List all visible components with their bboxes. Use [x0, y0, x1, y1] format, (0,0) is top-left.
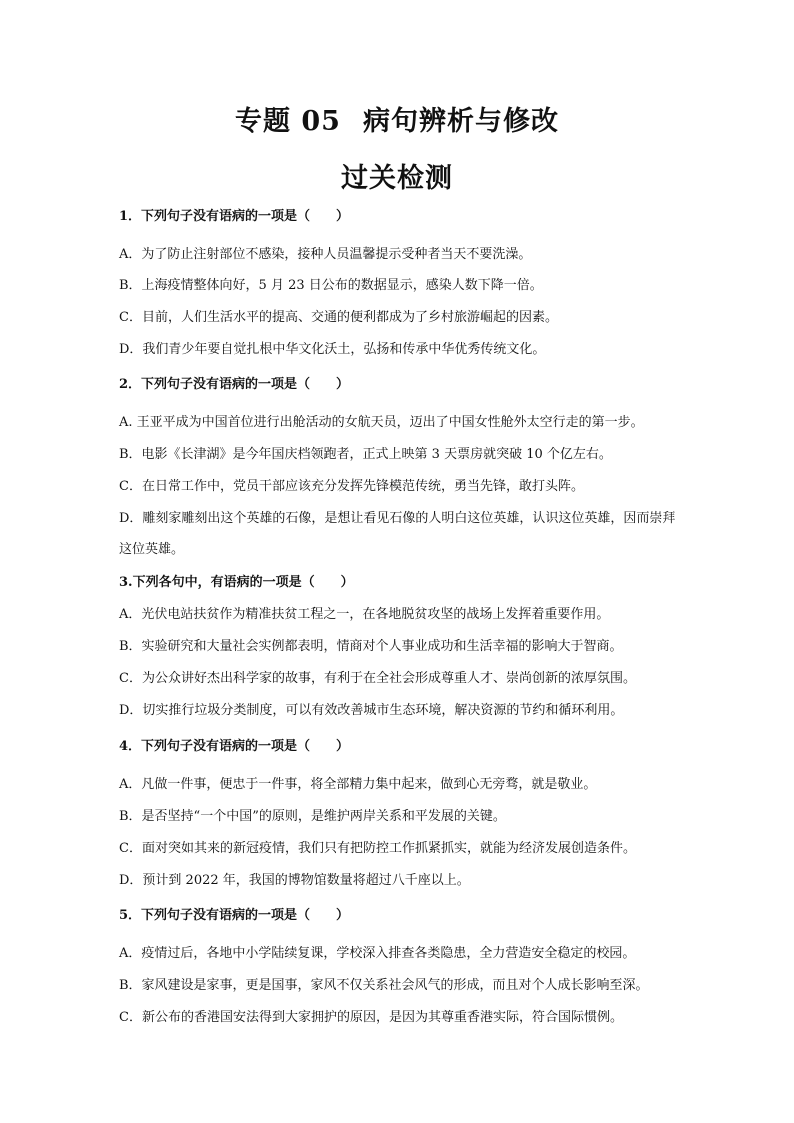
option-c: C．目前，人们生活水平的提高、交通的便利都成为了乡村旅游崛起的因素。	[119, 310, 558, 325]
option-b: B．实验研究和大量社会实例都表明，情商对个人事业成功和生活幸福的影响大于智商。	[119, 639, 623, 654]
title-topic-name: 病句辨析与修改	[362, 106, 559, 137]
option-a: A．光伏电站扶贫作为精准扶贫工程之一，在各地脱贫攻坚的战场上发挥着重要作用。	[119, 607, 610, 622]
question-stem: 1．下列句子没有语病的一项是（ ）	[119, 209, 350, 224]
option-d: D．切实推行垃圾分类制度，可以有效改善城市生态环境，解决资源的节约和循环利用。	[119, 703, 624, 718]
page-title	[0, 99, 794, 138]
option-c: C．新公布的香港国安法得到大家拥护的原因，是因为其尊重香港实际，符合国际惯例。	[119, 1010, 623, 1025]
question-stem: 3.下列各句中，有语病的一项是（ ）	[119, 575, 354, 590]
option-a: A. 王亚平成为中国首位进行出舱活动的女航天员，迈出了中国女性舱外太空行走的第一步。	[119, 415, 644, 430]
page-subtitle: 过关检测	[341, 163, 453, 194]
option-b: B．电影《长津湖》是今年国庆档领跑者，正式上映第 3 天票房就突破 10 个亿左右。	[119, 447, 612, 462]
title-topic-number: 专题 05	[235, 106, 341, 137]
option-b: B．家风建设是家事，更是国事，家风不仅关系社会风气的形成，而且对个人成长影响至深。	[119, 978, 649, 993]
option-b: B．上海疫情整体向好，5 月 23 日公布的数据显示，感染人数下降一倍。	[119, 278, 543, 293]
question-stem: 4．下列句子没有语病的一项是（ ）	[119, 739, 350, 754]
question-stem: 2．下列句子没有语病的一项是（ ）	[119, 377, 350, 392]
option-d: D．我们青少年要自觉扎根中华文化沃土，弘扬和传承中华优秀传统文化。	[119, 342, 546, 357]
option-b: B．是否坚持“一个中国”的原则，是维护两岸关系和平发展的关键。	[119, 809, 506, 824]
option-c: C．面对突如其来的新冠疫情，我们只有把防控工作抓紧抓实，就能为经济发展创造条件。	[119, 841, 636, 856]
option-d: D．预计到 2022 年，我国的博物馆数量将超过八千座以上。	[119, 873, 470, 888]
option-d: D．雕刻家雕刻出这个英雄的石像，是想让看见石像的人明白这位英雄，认识这位英雄，因而崇拜这位英雄。	[119, 511, 676, 557]
option-a: A．为了防止注射部位不感染，接种人员温馨提示受种者当天不要洗澡。	[119, 247, 532, 262]
option-c: C．为公众讲好杰出科学家的故事，有利于在全社会形成尊重人才、崇尚创新的浓厚氛围。	[119, 671, 636, 686]
question-stem: 5．下列句子没有语病的一项是（ ）	[119, 908, 350, 923]
option-c: C．在日常工作中，党员干部应该充分发挥先锋模范传统，勇当先锋，敢打头阵。	[119, 479, 584, 494]
option-a: A．疫情过后，各地中小学陆续复课，学校深入排查各类隐患，全力营造安全稳定的校园。	[119, 946, 636, 961]
option-a: A．凡做一件事，便忠于一件事，将全部精力集中起来，做到心无旁骛，就是敬业。	[119, 777, 597, 792]
